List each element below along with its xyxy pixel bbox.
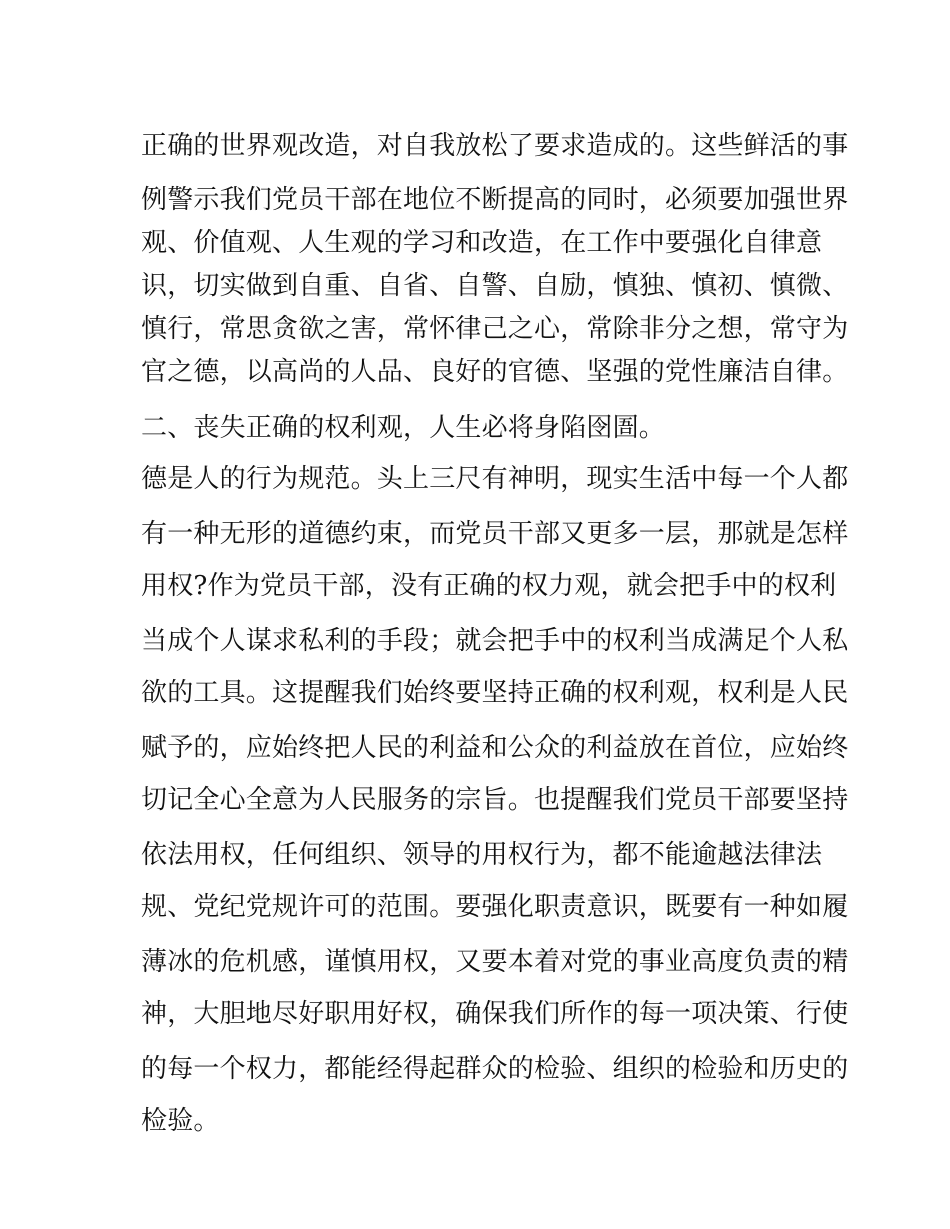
text-line: 薄冰的危机感，谨慎用权，又要本着对党的事业高度负责的精 xyxy=(141,947,849,977)
text-line: 用权?作为党员干部，没有正确的权力观，就会把手中的权利 xyxy=(141,571,837,601)
text-line: 检验。 xyxy=(141,1106,220,1136)
section-heading: 二、丧失正确的权利观，人生必将身陷囹圄。 xyxy=(141,413,666,443)
text-line: 慎行，常思贪欲之害，常怀律己之心，常除非分之想，常守为 xyxy=(141,314,849,344)
text-line: 的每一个权力，都能经得起群众的检验、组织的检验和历史的 xyxy=(141,1054,849,1084)
text-line: 例警示我们党员干部在地位不断提高的同时，必须要加强世界 xyxy=(141,185,849,215)
text-line: 观、价值观、人生观的学习和改造，在工作中要强化自律意 xyxy=(141,228,823,258)
text-line: 欲的工具。这提醒我们始终要坚持正确的权利观，权利是人民 xyxy=(141,678,849,708)
text-line: 赋予的，应始终把人民的利益和公众的利益放在首位，应始终 xyxy=(141,733,849,763)
text-line: 神，大胆地尽好职用好权，确保我们所作的每一项决策、行使 xyxy=(141,999,849,1029)
text-line: 依法用权，任何组织、领导的用权行为，都不能逾越法律法 xyxy=(141,840,823,870)
text-line: 当成个人谋求私利的手段；就会把手中的权利当成满足个人私 xyxy=(141,626,849,656)
text-line: 官之德，以高尚的人品、良好的官德、坚强的党性廉洁自律。 xyxy=(141,357,849,387)
text-line: 识，切实做到自重、自省、自警、自励，慎独、慎初、慎微、 xyxy=(141,271,849,301)
text-line: 切记全心全意为人民服务的宗旨。也提醒我们党员干部要坚持 xyxy=(141,785,849,815)
text-line: 正确的世界观改造，对自我放松了要求造成的。这些鲜活的事 xyxy=(141,131,849,161)
text-line: 德是人的行为规范。头上三尺有神明，现实生活中每一个人都 xyxy=(141,464,849,494)
text-line: 有一种无形的道德约束，而党员干部又更多一层，那就是怎样 xyxy=(141,519,849,549)
text-line: 规、党纪党规许可的范围。要强化职责意识，既要有一种如履 xyxy=(141,892,849,922)
